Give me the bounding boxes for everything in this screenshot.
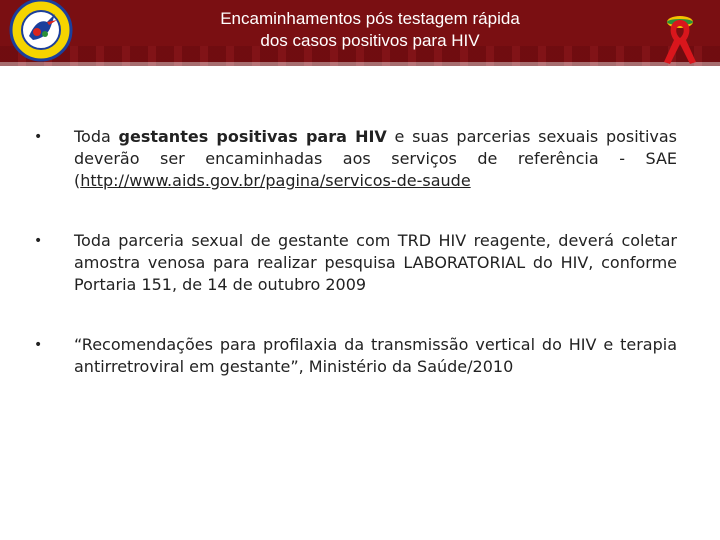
bullet-text: “Recomendações para profilaxia da transmissão vertical do HIV e terapia antirretroviral em gestante”, Ministério da Saúde/2010 (74, 335, 677, 376)
sae-link[interactable]: http://www.aids.gov.br/pagina/servicos-de-saude (80, 171, 471, 190)
bullet-marker: • (34, 337, 43, 353)
page-title (120, 8, 620, 52)
list-item (32, 230, 677, 296)
list-item (32, 126, 677, 192)
bullet-text (74, 126, 677, 192)
list-item (32, 334, 677, 378)
bullet-text-middle: e suas parcerias sexuais positivas deverão ser encaminhadas aos serviços de referência - SAE ( (74, 127, 678, 190)
rede-cegonha-logo (3, 0, 79, 62)
aids-ribbon-icon (660, 12, 700, 64)
bullet-marker: • (34, 233, 43, 249)
bullet-marker: • (34, 129, 43, 145)
bullet-text-bold: gestantes positivas para HIV (118, 127, 387, 146)
page-title-line-2: dos casos positivos para HIV (260, 31, 480, 50)
bullet-text: Toda parceria sexual de gestante com TRD HIV reagente, deverá coletar amostra venosa para realizar pesquisa LABORATORIAL do HIV, conforme Portaria 151, de 14 de outubro 2009 (74, 231, 677, 294)
bullet-text-prefix: Toda (74, 127, 119, 146)
page-title-line-1: Encaminhamentos pós testagem rápida (220, 9, 520, 28)
bullet-list (32, 126, 677, 416)
